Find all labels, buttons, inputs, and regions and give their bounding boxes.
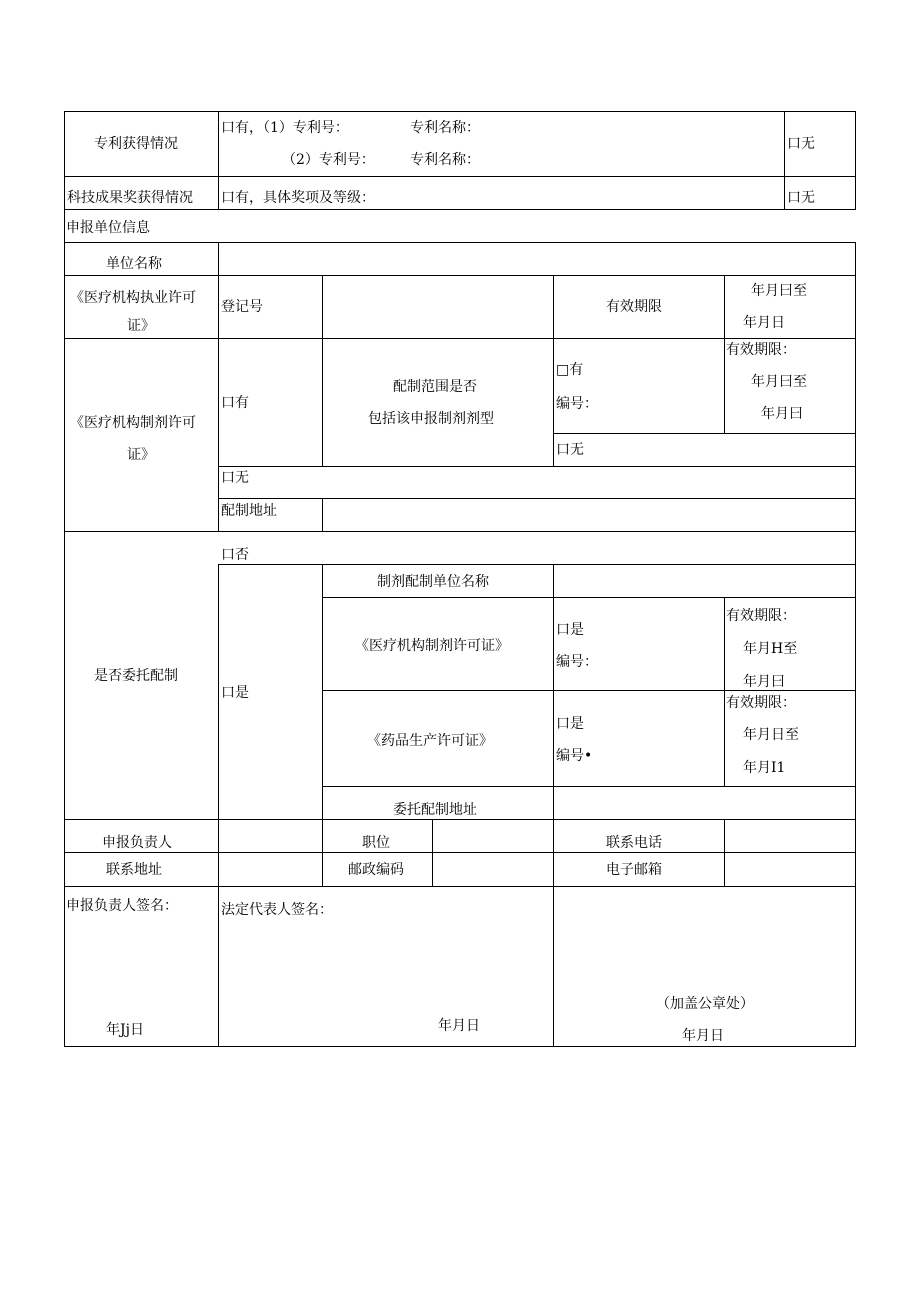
entrust-prep-valid-label: 有效期限：: [726, 608, 796, 624]
prep-valid-to: 年月曰: [761, 406, 803, 422]
entrust-prep-checkbox-yes[interactable]: 口是: [556, 622, 584, 638]
postcode-input[interactable]: [433, 853, 553, 886]
position-label: 职位: [362, 835, 390, 851]
prep-license-label-1: 《医疗机构制剂许可: [70, 415, 196, 431]
grid-line: [855, 242, 856, 1047]
award-checkbox-have[interactable]: 口有，具体奖项及等级：: [221, 190, 375, 206]
email-label: 电子邮箱: [606, 862, 662, 878]
patent-name-label-2: 专利名称：: [410, 152, 480, 168]
grid-line: [855, 111, 856, 209]
prep-scope-label-1: 配制范围是否: [393, 379, 477, 395]
reg-no-label: 登记号: [221, 299, 263, 315]
patent-checkbox-have-1[interactable]: 口有，（1）专利号：: [221, 120, 349, 136]
grid-line: [64, 886, 856, 887]
entrust-address-label: 委托配制地址: [393, 802, 477, 818]
entrust-unit-name-label: 制剂配制单位名称: [377, 574, 489, 590]
grid-line: [724, 597, 725, 786]
entrust-prep-number-label: 编号：: [556, 654, 598, 670]
legal-rep-signature-label: 法定代表人签名：: [221, 902, 333, 918]
entrust-prep-valid-to: 年月曰: [743, 674, 785, 690]
entrust-drug-checkbox-yes[interactable]: 口是: [556, 716, 584, 732]
valid-period-label: 有效期限: [606, 299, 662, 315]
unit-name-label: 单位名称: [106, 256, 162, 272]
entrust-checkbox-no[interactable]: 口否: [221, 547, 249, 563]
applicant-signature-label: 申报负责人签名：: [66, 898, 178, 914]
legal-rep-signature-date: 年月日: [438, 1018, 480, 1034]
entrust-unit-name-input[interactable]: [554, 565, 855, 597]
grid-line: [64, 209, 856, 210]
prep-scope-label-2: 包括该申报制剂剂型: [368, 411, 494, 427]
prep-scope-checkbox-yes[interactable]: □有: [556, 362, 584, 378]
grid-line: [64, 176, 856, 177]
grid-line: [64, 111, 856, 112]
prep-address-label: 配制地址: [221, 503, 277, 519]
practice-license-label-1: 《医疗机构执业许可: [70, 290, 196, 306]
prep-license-checkbox-none[interactable]: 口无: [221, 470, 249, 486]
grid-line: [322, 564, 323, 886]
phone-input[interactable]: [725, 820, 855, 852]
applicant-signature-date: 年Jj日: [106, 1022, 144, 1038]
phone-label: 联系电话: [606, 835, 662, 851]
address-input[interactable]: [219, 853, 322, 886]
grid-line: [784, 111, 785, 209]
prep-scope-checkbox-no[interactable]: 口无: [556, 442, 584, 458]
patent-checkbox-none[interactable]: 口无: [787, 136, 815, 152]
entrust-checkbox-yes[interactable]: 口是: [221, 685, 249, 701]
seal-date: 年月日: [682, 1028, 724, 1044]
entrust-drug-valid-to: 年月I1: [743, 760, 786, 776]
prep-valid-from: 年月曰至: [751, 374, 807, 390]
grid-line: [218, 466, 856, 467]
prep-license-checkbox-have[interactable]: 口有: [221, 395, 249, 411]
practice-license-label-2: 证》: [127, 318, 155, 334]
seal-label: （加盖公章处）: [656, 996, 754, 1012]
award-label: 科技成果奖获得情况: [67, 190, 193, 206]
entrust-prep-valid-from: 年月H至: [743, 641, 798, 657]
patent-name-label-1: 专利名称：: [410, 120, 480, 136]
prep-license-label-2: 证》: [127, 447, 155, 463]
grid-line: [218, 242, 219, 531]
entrust-drug-valid-from: 年月日至: [743, 727, 799, 743]
entrust-drug-valid-label: 有效期限：: [726, 695, 796, 711]
award-checkbox-none[interactable]: 口无: [787, 190, 815, 206]
patent-label: 专利获得情况: [94, 136, 178, 152]
grid-line: [322, 597, 856, 598]
grid-line: [64, 531, 856, 532]
section-title: 申报单位信息: [66, 220, 150, 236]
grid-line: [553, 275, 554, 466]
position-input[interactable]: [433, 820, 553, 852]
entrust-label: 是否委托配制: [94, 668, 178, 684]
entrust-drug-license-label: 《药品生产许可证》: [367, 733, 493, 749]
valid-period-from: 年月曰至: [751, 283, 807, 299]
applicant-input[interactable]: [219, 820, 322, 852]
grid-line: [218, 564, 219, 1047]
grid-line: [322, 690, 856, 691]
valid-period-to: 年月日: [743, 315, 785, 331]
grid-line: [64, 1046, 856, 1047]
grid-line: [218, 111, 219, 209]
applicant-label: 申报负责人: [102, 835, 172, 851]
prep-valid-label: 有效期限：: [726, 342, 796, 358]
grid-line: [553, 433, 856, 434]
reg-no-input[interactable]: [323, 276, 553, 338]
grid-line: [64, 111, 65, 1047]
address-label: 联系地址: [106, 862, 162, 878]
grid-line: [724, 275, 725, 433]
prep-number-label: 编号：: [556, 396, 598, 412]
grid-line: [64, 338, 856, 339]
unit-name-input[interactable]: [219, 243, 855, 275]
prep-address-input[interactable]: [323, 499, 855, 531]
patent-number-label-2: （2）专利号：: [282, 152, 375, 168]
entrust-address-input[interactable]: [554, 787, 855, 819]
email-input[interactable]: [725, 853, 855, 886]
postcode-label: 邮政编码: [348, 862, 404, 878]
entrust-drug-number-label: 编号•: [556, 748, 593, 764]
entrust-prep-license-label: 《医疗机构制剂许可证》: [355, 638, 509, 654]
